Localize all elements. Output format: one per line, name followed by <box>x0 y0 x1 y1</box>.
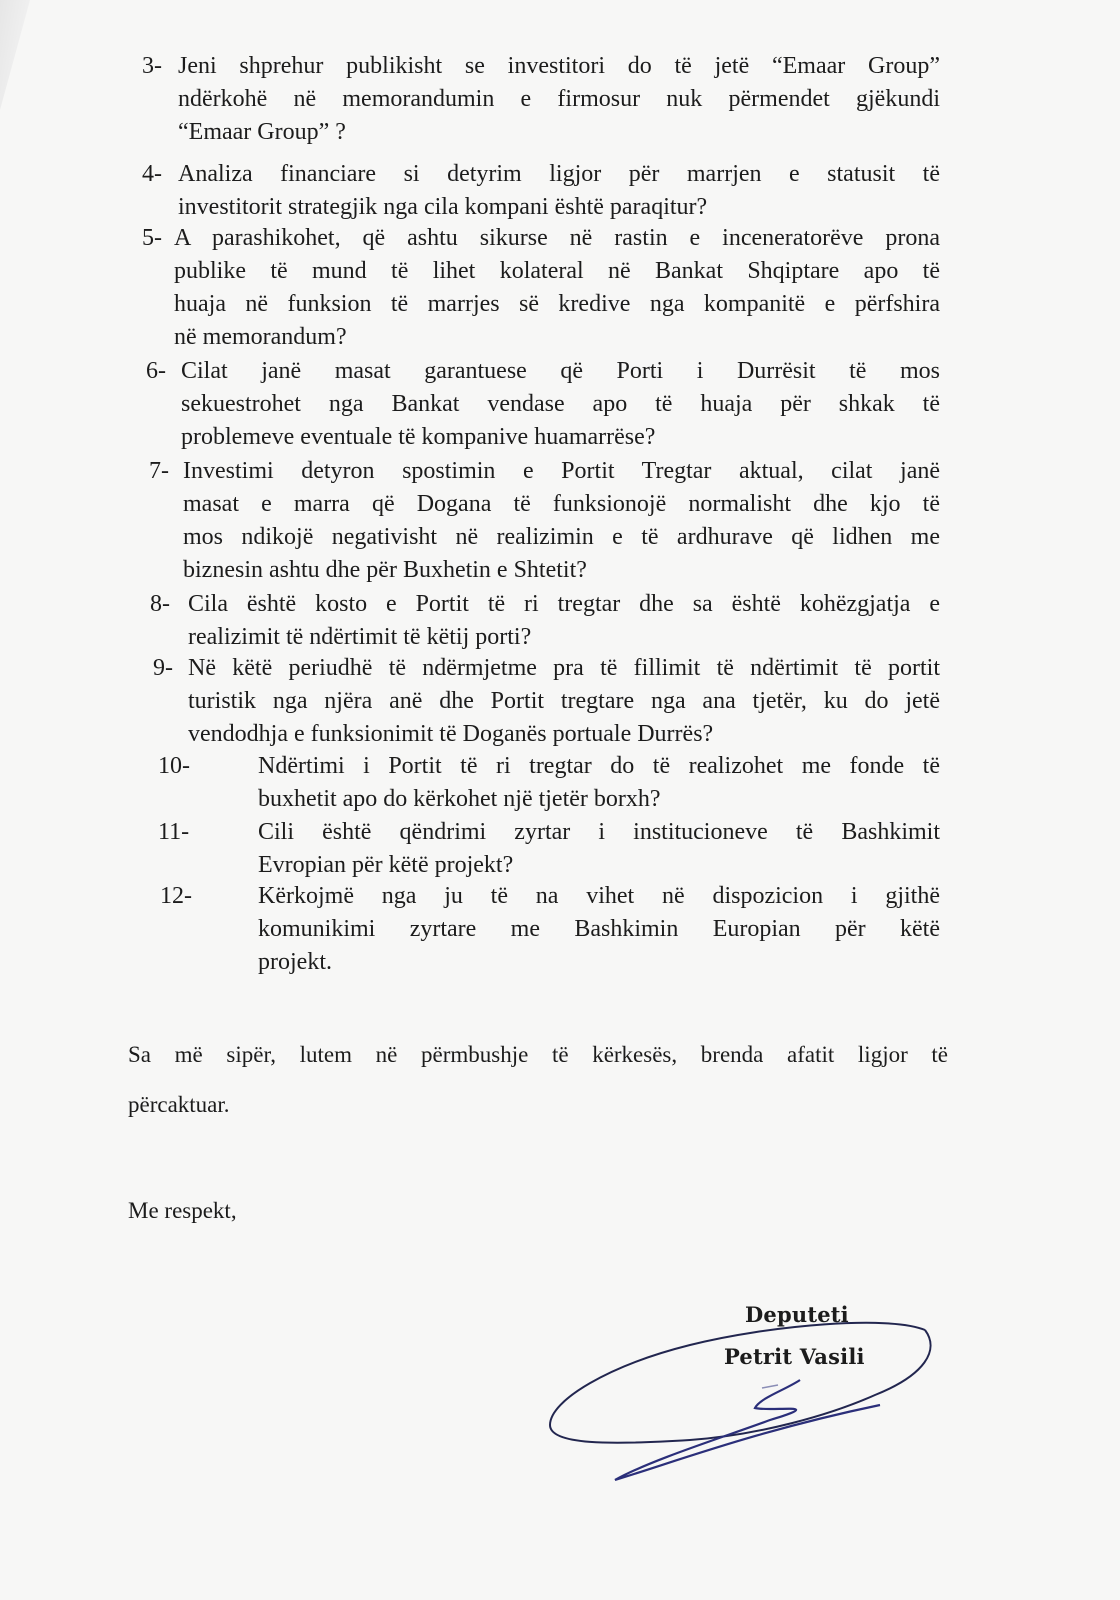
question-item-8 <box>150 588 940 654</box>
question-text <box>178 50 940 149</box>
question-number: 8- <box>150 591 170 617</box>
salutation: Me respekt, <box>128 1198 237 1223</box>
question-item-5 <box>142 222 940 354</box>
question-line: buxhetit apo do kërkohet një tjetër borxh? <box>258 786 661 812</box>
question-number: 5- <box>142 225 162 251</box>
question-item-10 <box>158 750 940 816</box>
signature-flourish-stroke <box>615 1380 880 1480</box>
question-line: komunikimi zyrtare me Bashkimin Europian për këtë <box>258 916 940 942</box>
page-edge-shadow <box>0 0 40 120</box>
closing-line-1: Sa më sipër, lutem në përmbushje të kërkesës, brenda afatit ligjor të <box>128 1042 948 1067</box>
handwritten-signature <box>530 1320 950 1520</box>
question-line: huaja në funksion të marrjes së kredive nga kompanitë e përfshira <box>174 291 940 317</box>
question-line: publike të mund të lihet kolateral në Bankat Shqiptare apo të <box>174 258 940 284</box>
question-number: 6- <box>146 358 166 384</box>
question-line: Cili është qëndrimi zyrtar i institucioneve të Bashkimit <box>258 819 940 845</box>
question-text <box>188 588 940 654</box>
signature-oval-stroke <box>550 1323 931 1443</box>
question-line: investitorit strategjik nga cila kompani është paraqitur? <box>178 194 708 220</box>
question-number: 7- <box>149 458 169 484</box>
question-text <box>188 652 940 751</box>
question-line: mos ndikojë negativisht në realizimin e të ardhurave që lidhen me <box>183 524 940 550</box>
question-number: 10- <box>158 753 190 779</box>
question-number: 12- <box>160 883 192 909</box>
question-line: biznesin ashtu dhe për Buxhetin e Shtetit? <box>183 557 587 583</box>
question-number: 9- <box>153 655 173 681</box>
question-line: Kërkojmë nga ju të na vihet në dispozicion i gjithë <box>258 883 940 909</box>
question-line: Investimi detyron spostimin e Portit Tregtar aktual, cilat janë <box>183 458 940 484</box>
question-line: problemeve eventuale të kompanive huamarrëse? <box>181 424 656 450</box>
question-line: Analiza financiare si detyrim ligjor për marrjen e statusit të <box>178 161 940 187</box>
question-line: në memorandum? <box>174 324 347 350</box>
question-text <box>258 880 940 979</box>
question-line: A parashikohet, që ashtu sikurse në rastin e inceneratorëve prona <box>174 225 940 251</box>
question-number: 4- <box>142 161 162 187</box>
question-line: sekuestrohet nga Bankat vendase apo të huaja për shkak të <box>181 391 940 417</box>
question-item-7 <box>149 455 940 587</box>
question-line: Cila është kosto e Portit të ri tregtar dhe sa është kohëzgjatja e <box>188 591 940 617</box>
question-line: Jeni shprehur publikisht se investitori do të jetë “Emaar Group” <box>178 53 940 79</box>
question-text <box>258 750 940 816</box>
question-line: realizimit të ndërtimit të këtij porti? <box>188 624 532 650</box>
question-item-6 <box>146 355 940 454</box>
question-line: projekt. <box>258 949 332 975</box>
question-text <box>258 816 940 882</box>
question-line: Në këtë periudhë të ndërmjetme pra të fillimit të ndërtimit të portit <box>188 655 940 681</box>
question-item-4 <box>142 158 940 224</box>
question-line: turistik nga njëra anë dhe Portit tregtare nga ana tjetër, ku do jetë <box>188 688 940 714</box>
question-item-9 <box>153 652 940 751</box>
closing-line-2: përcaktuar. <box>128 1092 230 1117</box>
question-text <box>178 158 940 224</box>
question-text <box>174 222 940 354</box>
question-item-11 <box>158 816 940 882</box>
question-item-12 <box>160 880 940 979</box>
question-line: Cilat janë masat garantuese që Porti i Durrësit të mos <box>181 358 940 384</box>
question-line: vendodhja e funksionimit të Doganës portuale Durrës? <box>188 721 714 747</box>
question-line: ndërkohë në memorandumin e firmosur nuk përmendet gjëkundi <box>178 86 940 112</box>
signatory-name: Petrit Vasili <box>724 1344 865 1369</box>
question-item-3 <box>142 50 940 149</box>
question-line: Evropian për këtë projekt? <box>258 852 514 878</box>
question-text <box>183 455 940 587</box>
signature-dash-stroke <box>762 1385 778 1388</box>
question-number: 3- <box>142 53 162 79</box>
question-number: 11- <box>158 819 190 845</box>
question-text <box>181 355 940 454</box>
signatory-title: Deputeti <box>745 1302 849 1327</box>
question-line: masat e marra që Dogana të funksionojë normalisht dhe kjo të <box>183 491 940 517</box>
question-line: Ndërtimi i Portit të ri tregtar do të realizohet me fonde të <box>258 753 940 779</box>
question-line: “Emaar Group” ? <box>178 119 346 145</box>
